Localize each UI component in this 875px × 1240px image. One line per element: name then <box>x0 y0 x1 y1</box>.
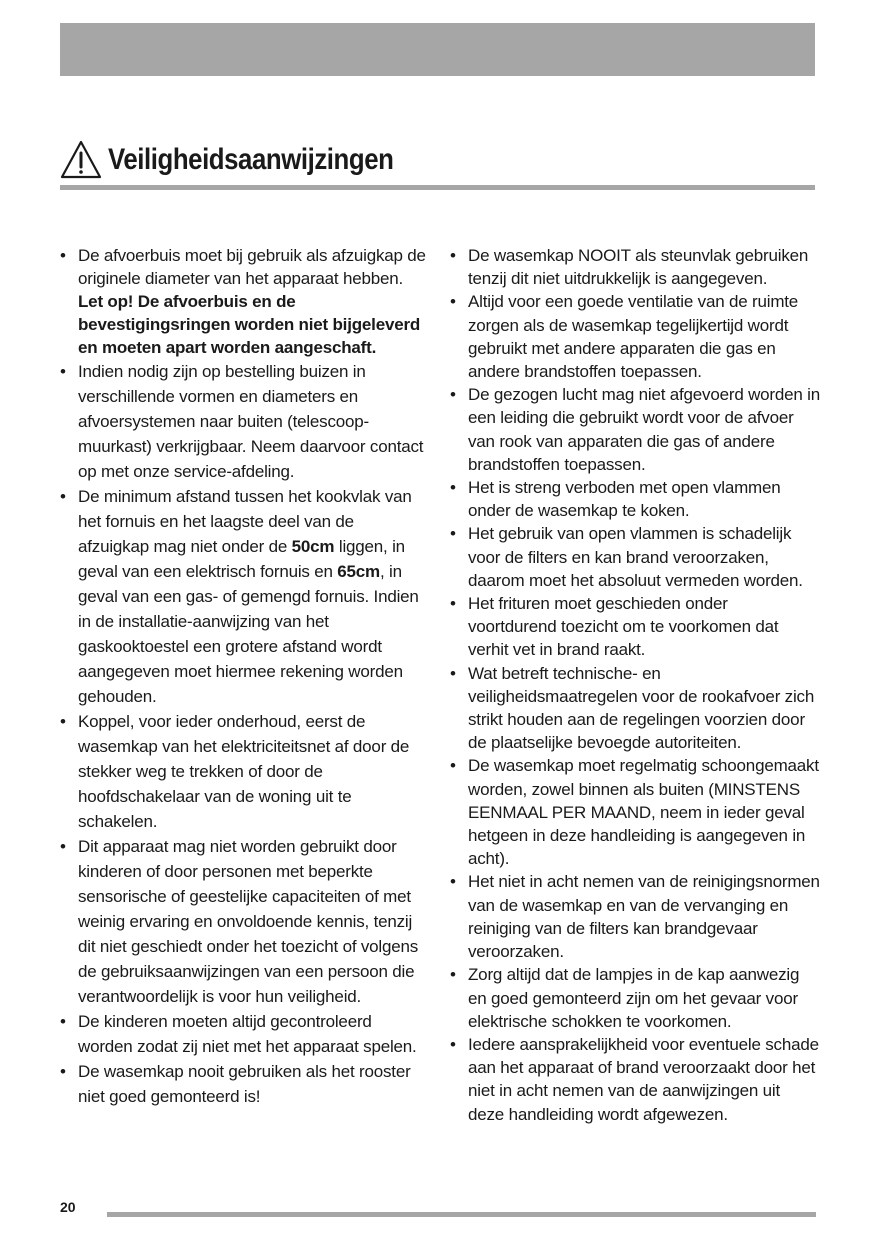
list-item: • Koppel, voor ieder onderhoud, eerst de wasemkap van het elektriciteitsnet af door de stekker weg te trekken of door de hoofdschakelaar van de woning uit te schakelen. <box>58 709 428 834</box>
list-item-text: De afvoerbuis moet bij gebruik als afzuigkap de originele diameter van het apparaat hebben. <box>78 246 426 288</box>
list-item-text: De minimum afstand tussen het kookvlak van het fornuis en het laagste deel van de afzuigkap mag niet onder de <box>78 487 412 556</box>
list-item: • Iedere aansprakelijkheid voor eventuele schade aan het apparaat of brand veroorzaakt door het niet in acht nemen van de aanwijzingen uit deze handleiding wordt afgewezen. <box>448 1033 820 1126</box>
list-item: • De wasemkap nooit gebruiken als het rooster niet goed gemonteerd is! <box>58 1059 428 1109</box>
list-item: • Zorg altijd dat de lampjes in de kap aanwezig en goed gemonteerd zijn om het gevaar voor elektrische schokken te voorkomen. <box>448 963 820 1033</box>
page-title: Veiligheidsaanwijzingen <box>108 143 394 176</box>
list-item: • De wasemkap moet regelmatig schoongemaakt worden, zowel binnen als buiten (MINSTENS EENMAAL PER MAAND, neem in ieder geval hetgeen in deze handleiding is aangegeven in acht). <box>448 754 820 870</box>
list-item: • Dit apparaat mag niet worden gebruikt door kinderen of door personen met beperkte sensorische of geestelijke capaciteiten of met weinig ervaring en onvoldoende kennis, tenzij dit niet geschiedt onder het toezicht of volgens de gebruiksaanwijzingen van een persoon die verantwoordelijk is voor hun veiligheid. <box>58 834 428 1009</box>
list-item: • Het niet in acht nemen van de reinigingsnormen van de wasemkap en van de vervanging en reiniging van de filters kan brandgevaar veroorzaken. <box>448 870 820 963</box>
left-column-list <box>58 244 428 1109</box>
right-column-list <box>448 244 820 1126</box>
warning-triangle-icon <box>60 140 102 180</box>
list-item: • Indien nodig zijn op bestelling buizen in verschillende vormen en diameters en afvoersystemen naar buiten (telescoop-muurkast) verkrijgbaar. Neem daarvoor contact op met onze service-afdeling. <box>58 359 428 484</box>
heading-underline <box>60 185 815 190</box>
list-item-text: , in geval van een gas- of gemengd fornuis. Indien in de installatie-aanwijzing van het gaskooktoestel een grotere afstand wordt aangegeven moet hiermee rekening worden gehouden. <box>78 562 419 706</box>
footer-rule <box>107 1212 816 1217</box>
distance-electric: 50cm <box>291 537 335 556</box>
list-item: • Het is streng verboden met open vlammen onder de wasemkap te koken. <box>448 476 820 522</box>
list-item <box>58 484 428 709</box>
page-number: 20 <box>60 1199 76 1215</box>
list-item-note: Let op! De afvoerbuis en de bevestigingsringen worden niet bijgeleverd en moeten apart worden aangeschaft. <box>78 292 421 357</box>
list-item <box>58 244 428 359</box>
list-item: • Het gebruik van open vlammen is schadelijk voor de filters en kan brand veroorzaken, daarom moet het absoluut vermeden worden. <box>448 522 820 592</box>
top-header-bar <box>60 23 815 76</box>
list-item: • Altijd voor een goede ventilatie van de ruimte zorgen als de wasemkap tegelijkertijd wordt gebruikt met andere apparaten die gas en andere brandstoffen toepassen. <box>448 290 820 383</box>
list-item: • Het frituren moet geschieden onder voortdurend toezicht om te voorkomen dat verhit vet in brand raakt. <box>448 592 820 662</box>
list-item-text: liggen, in geval van een elektrisch fornuis en <box>78 537 405 581</box>
section-heading <box>60 138 815 182</box>
list-item: • De kinderen moeten altijd gecontroleerd worden zodat zij niet met het apparaat spelen. <box>58 1009 428 1059</box>
list-item: • De gezogen lucht mag niet afgevoerd worden in een leiding die gebruikt wordt voor de afvoer van rook van apparaten die gas of andere brandstoffen toepassen. <box>448 383 820 476</box>
list-item: • De wasemkap NOOIT als steunvlak gebruiken tenzij dit niet uitdrukkelijk is aangegeven. <box>448 244 820 290</box>
list-item: • Wat betreft technische- en veiligheidsmaatregelen voor de rookafvoer zich strikt houden aan de regelingen voorzien door de plaatselijke bevoegde autoriteiten. <box>448 662 820 755</box>
distance-gas: 65cm <box>337 562 380 581</box>
